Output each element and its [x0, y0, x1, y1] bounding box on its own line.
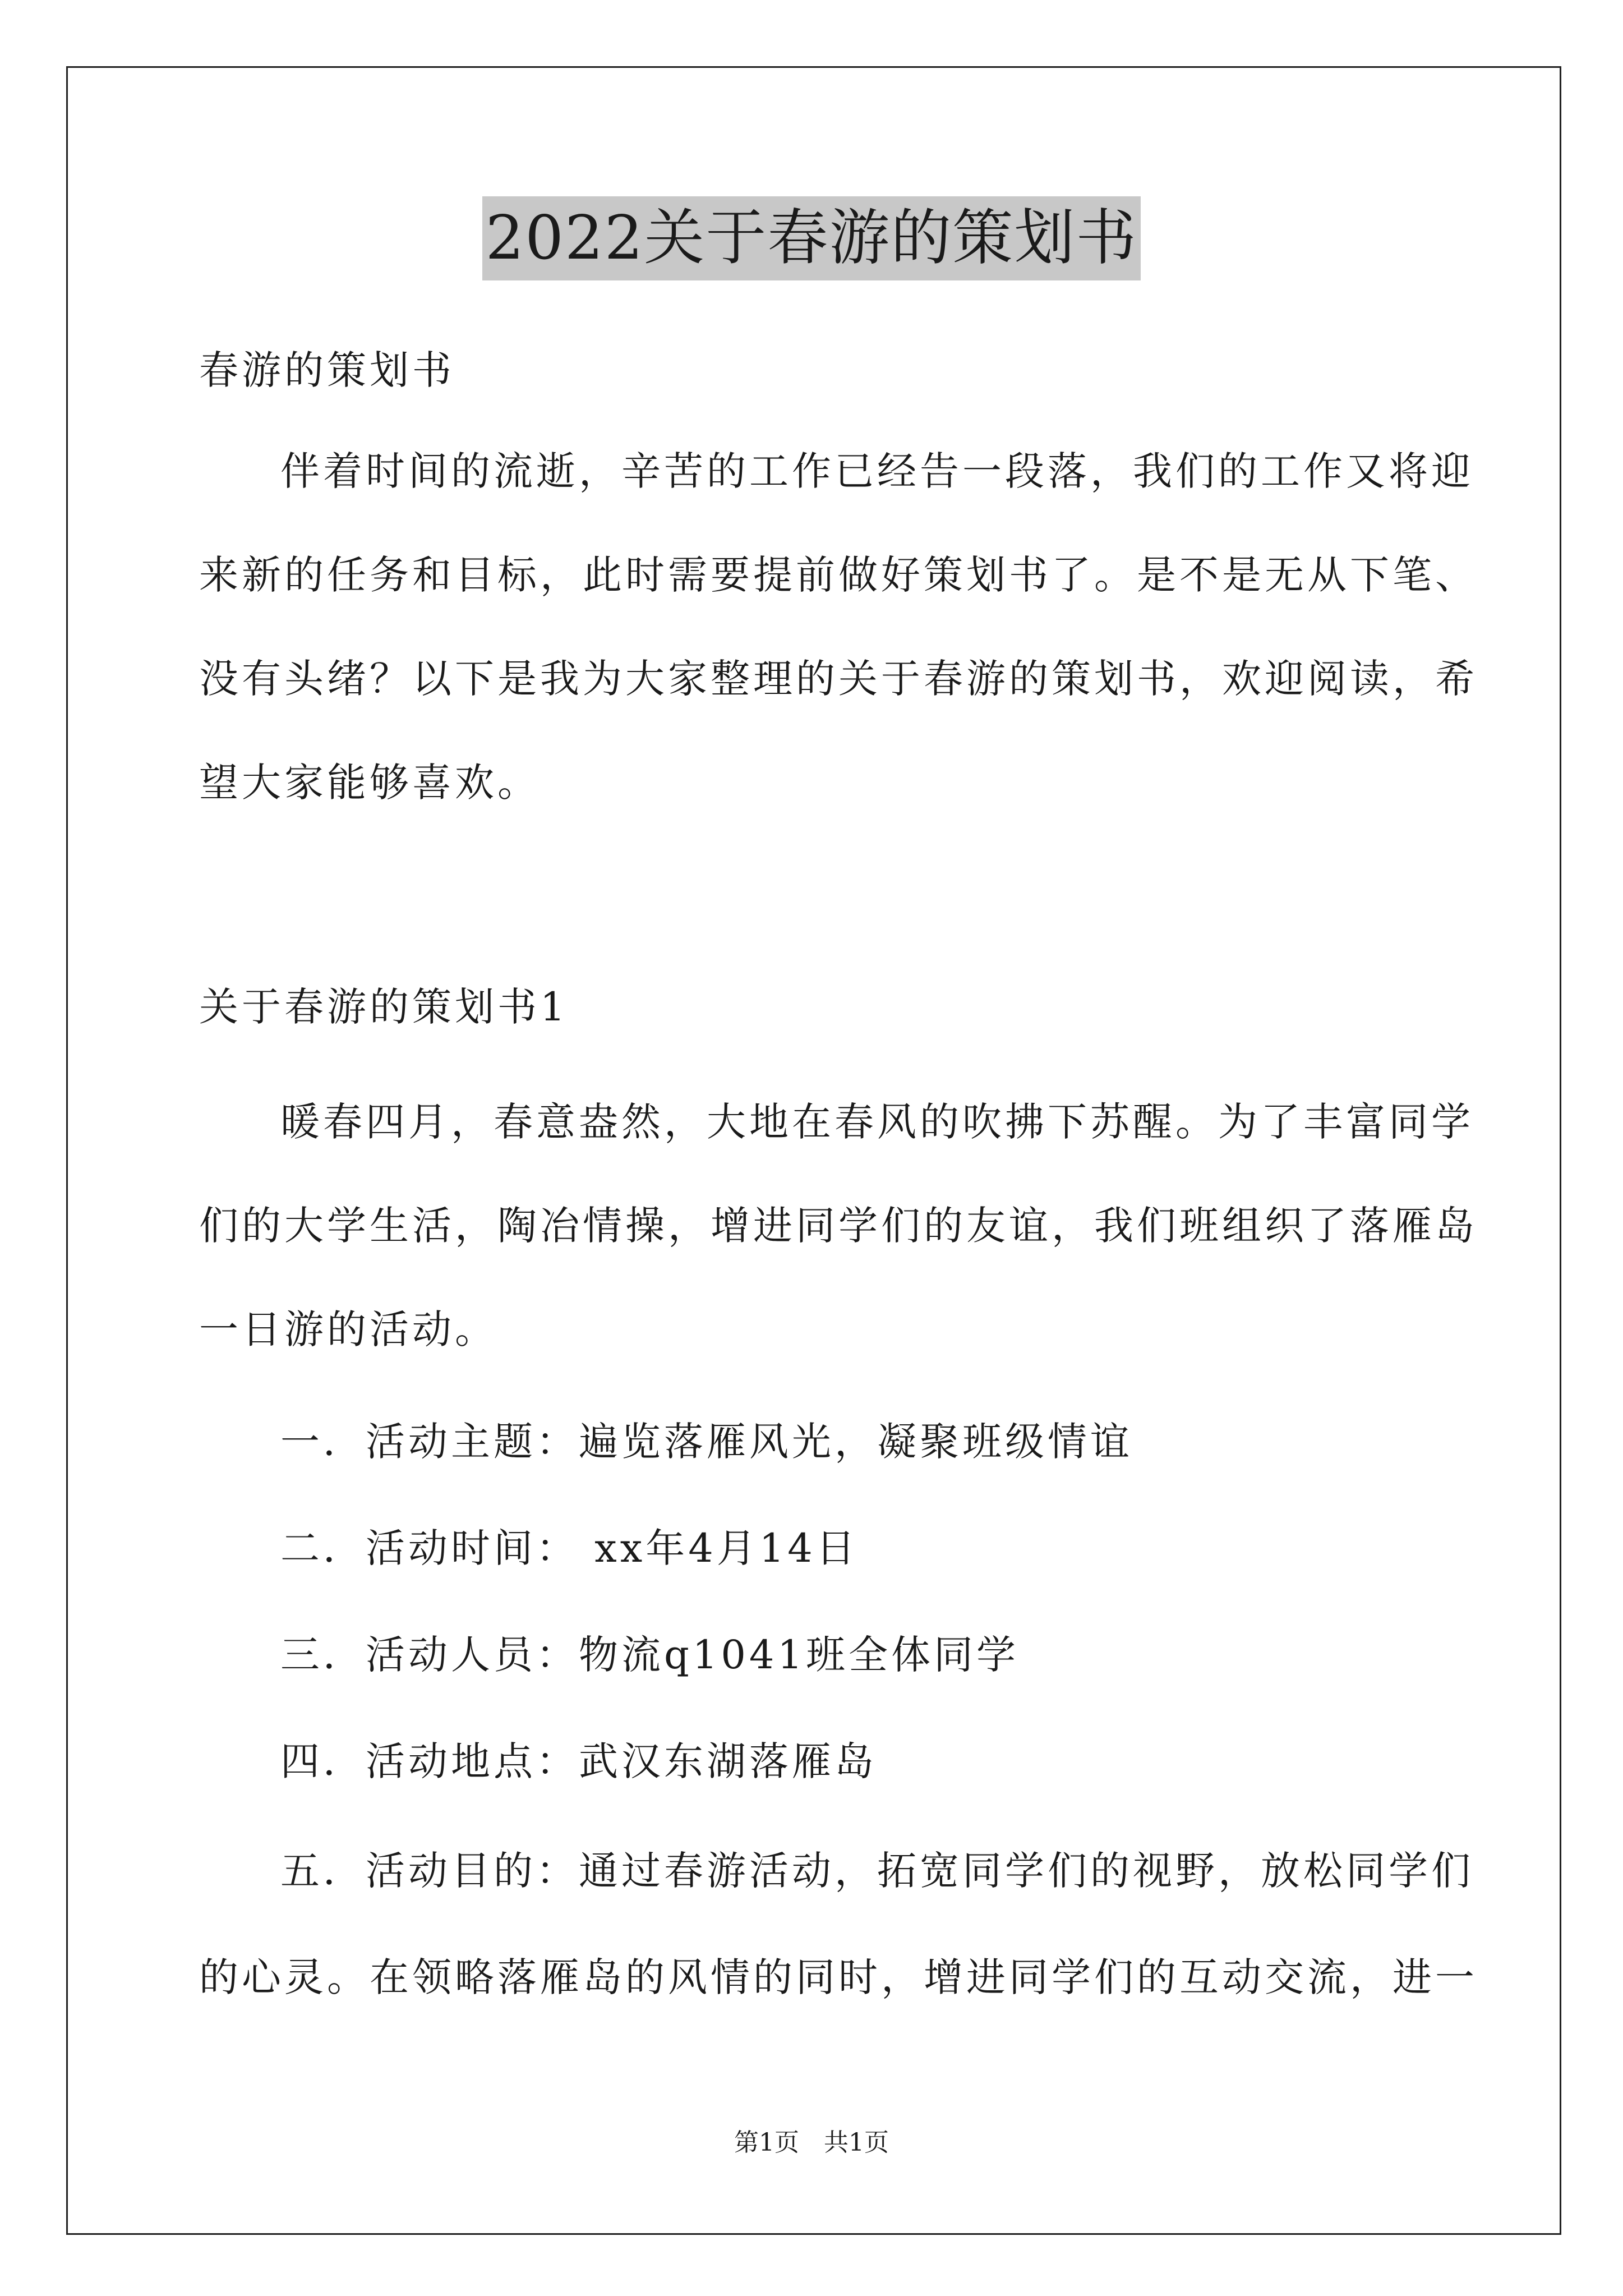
intro-line-1: 伴着时间的流逝，辛苦的工作已经告一段落，我们的工作又将迎 — [280, 448, 1474, 494]
document-title: 2022关于春游的策划书 — [482, 196, 1141, 280]
subtitle: 春游的策划书 — [199, 347, 455, 393]
section1-heading: 关于春游的策划书1 — [199, 984, 569, 1030]
item-purpose: 五．活动目的：通过春游活动，拓宽同学们的视野，放松同学们 — [280, 1848, 1474, 1894]
item-theme: 一．活动主题：遍览落雁风光，凝聚班级情谊 — [280, 1419, 1133, 1465]
item-people: 三．活动人员：物流q1041班全体同学 — [280, 1632, 1019, 1678]
item-location: 四．活动地点：武汉东湖落雁岛 — [280, 1738, 877, 1784]
intro-line-4: 望大家能够喜欢。 — [199, 760, 540, 806]
section1-line-1: 暖春四月，春意盎然，大地在春风的吹拂下苏醒。为了丰富同学 — [280, 1099, 1474, 1145]
section1-line-2: 们的大学生活，陶冶情操，增进同学们的友谊，我们班组织了落雁岛 — [199, 1203, 1478, 1249]
intro-line-3: 没有头绪？以下是我为大家整理的关于春游的策划书，欢迎阅读，希 — [199, 656, 1478, 702]
item-time: 二．活动时间： xx年4月14日 — [280, 1525, 859, 1571]
item-purpose-continued: 的心灵。在领略落雁岛的风情的同时，增进同学们的互动交流，进一 — [199, 1954, 1478, 2000]
page-footer: 第1页 共1页 — [734, 2128, 889, 2157]
intro-line-2: 来新的任务和目标，此时需要提前做好策划书了。是不是无从下笔、 — [199, 552, 1478, 598]
title-wrap — [0, 196, 1623, 280]
section1-line-3: 一日游的活动。 — [199, 1306, 497, 1352]
